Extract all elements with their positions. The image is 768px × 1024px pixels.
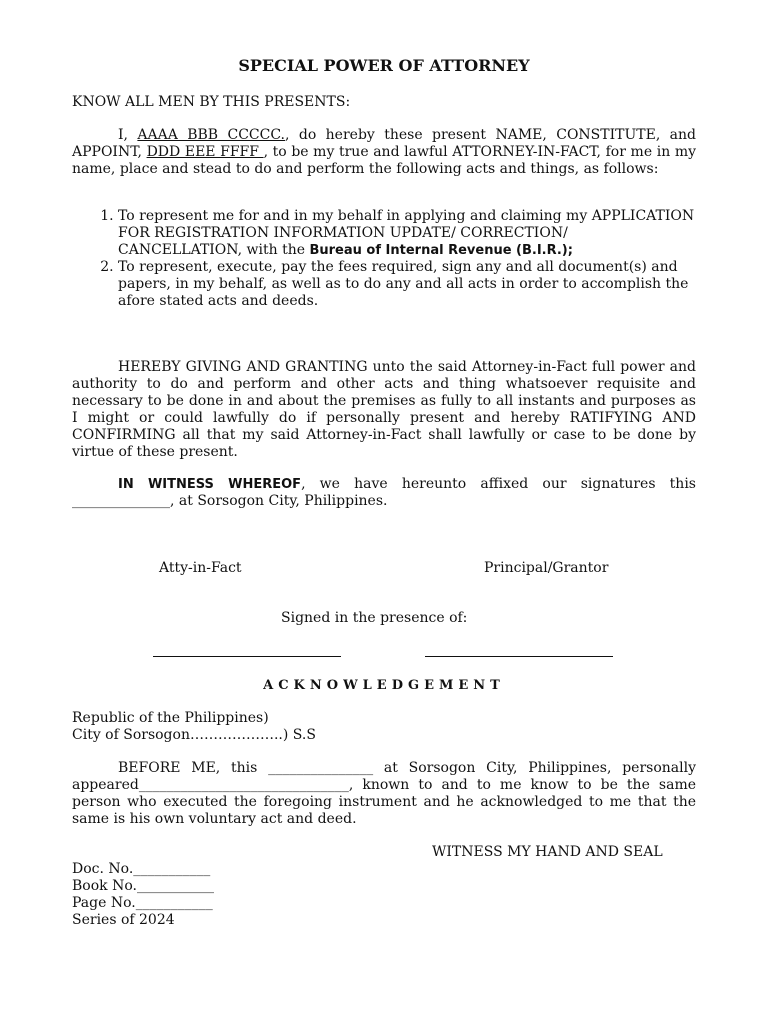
act-item-1: [118, 208, 696, 259]
appointment-post: , to be my true and lawful ATTORNEY-IN-FACT, for me in my name, place and stead to do and perform the following acts and things, as follows:: [72, 144, 697, 177]
granting-paragraph: HEREBY GIVING AND GRANTING unto the said Attorney-in-Fact full power and authority to do and perform and other acts and thing whatsoever requisite and necessary to be done in and about the premises as fully to all instants and purposes as I might or could lawfully do if personally present and hereby RATIFYING AND CONFIRMING all that my said Attorney-in-Fact shall lawfully or case to be done by virtue of these present.: [72, 359, 696, 460]
book-no: Book No.___________: [72, 878, 214, 894]
presence-line: Signed in the presence of:: [281, 610, 468, 626]
act-item-1-text: To represent me for and in my behalf in applying and claiming my APPLICATION FOR REGISTRATION INFORMATION UPDATE/ CORRECTION/ CANCELLATION, with the: [118, 208, 695, 258]
witness-text: , we have hereunto affixed our signatures this ______________, at Sorsogon City, Philippines.: [72, 476, 696, 509]
signature-label-principal: Principal/Grantor: [484, 560, 609, 576]
appointment-mid: , do hereby these present NAME, CONSTITUTE, and APPOINT,: [72, 127, 697, 160]
appointment-paragraph: [72, 127, 696, 178]
venue-line-2: City of Sorsogon………………..) S.S: [72, 727, 316, 743]
acts-list: [72, 208, 696, 310]
act-item-1-agency: Bureau of Internal Revenue (B.I.R.);: [309, 243, 573, 258]
series-year: Series of 2024: [72, 912, 175, 928]
witness-paragraph: [72, 476, 696, 510]
doc-no: Doc. No.___________: [72, 861, 211, 877]
acknowledgement-title: ACKNOWLEDGEMENT: [263, 678, 505, 693]
hand-seal-line: WITNESS MY HAND AND SEAL: [432, 844, 663, 860]
witness-signature-line-2: [425, 646, 613, 657]
signature-label-attorney: Atty-in-Fact: [159, 560, 242, 576]
acknowledgement-paragraph: BEFORE ME, this _______________ at Sorsogon City, Philippines, personally appeared______________________________, known to and to me know to be the same person who executed the foregoing instrument and he acknowledged to me that the same is his own voluntary act and deed.: [72, 760, 696, 827]
document-title: SPECIAL POWER OF ATTORNEY: [238, 56, 530, 75]
witness-bold: IN WITNESS WHEREOF: [118, 477, 302, 492]
witness-signature-line-1: [153, 646, 341, 657]
page-no: Page No.___________: [72, 895, 213, 911]
appointment-pre: I,: [118, 127, 138, 143]
opening-line: KNOW ALL MEN BY THIS PRESENTS:: [72, 94, 351, 110]
attorney-name: DDD EEE FFFF: [146, 144, 264, 160]
principal-name: AAAA BBB CCCCC.: [137, 127, 286, 143]
act-item-2: 2. To represent, execute, pay the fees required, sign any and all document(s) and papers, in my behalf, as well as to do any and all acts in order to accomplish the afore stated acts and deeds.: [118, 259, 696, 310]
venue-line-1: Republic of the Philippines): [72, 710, 269, 726]
